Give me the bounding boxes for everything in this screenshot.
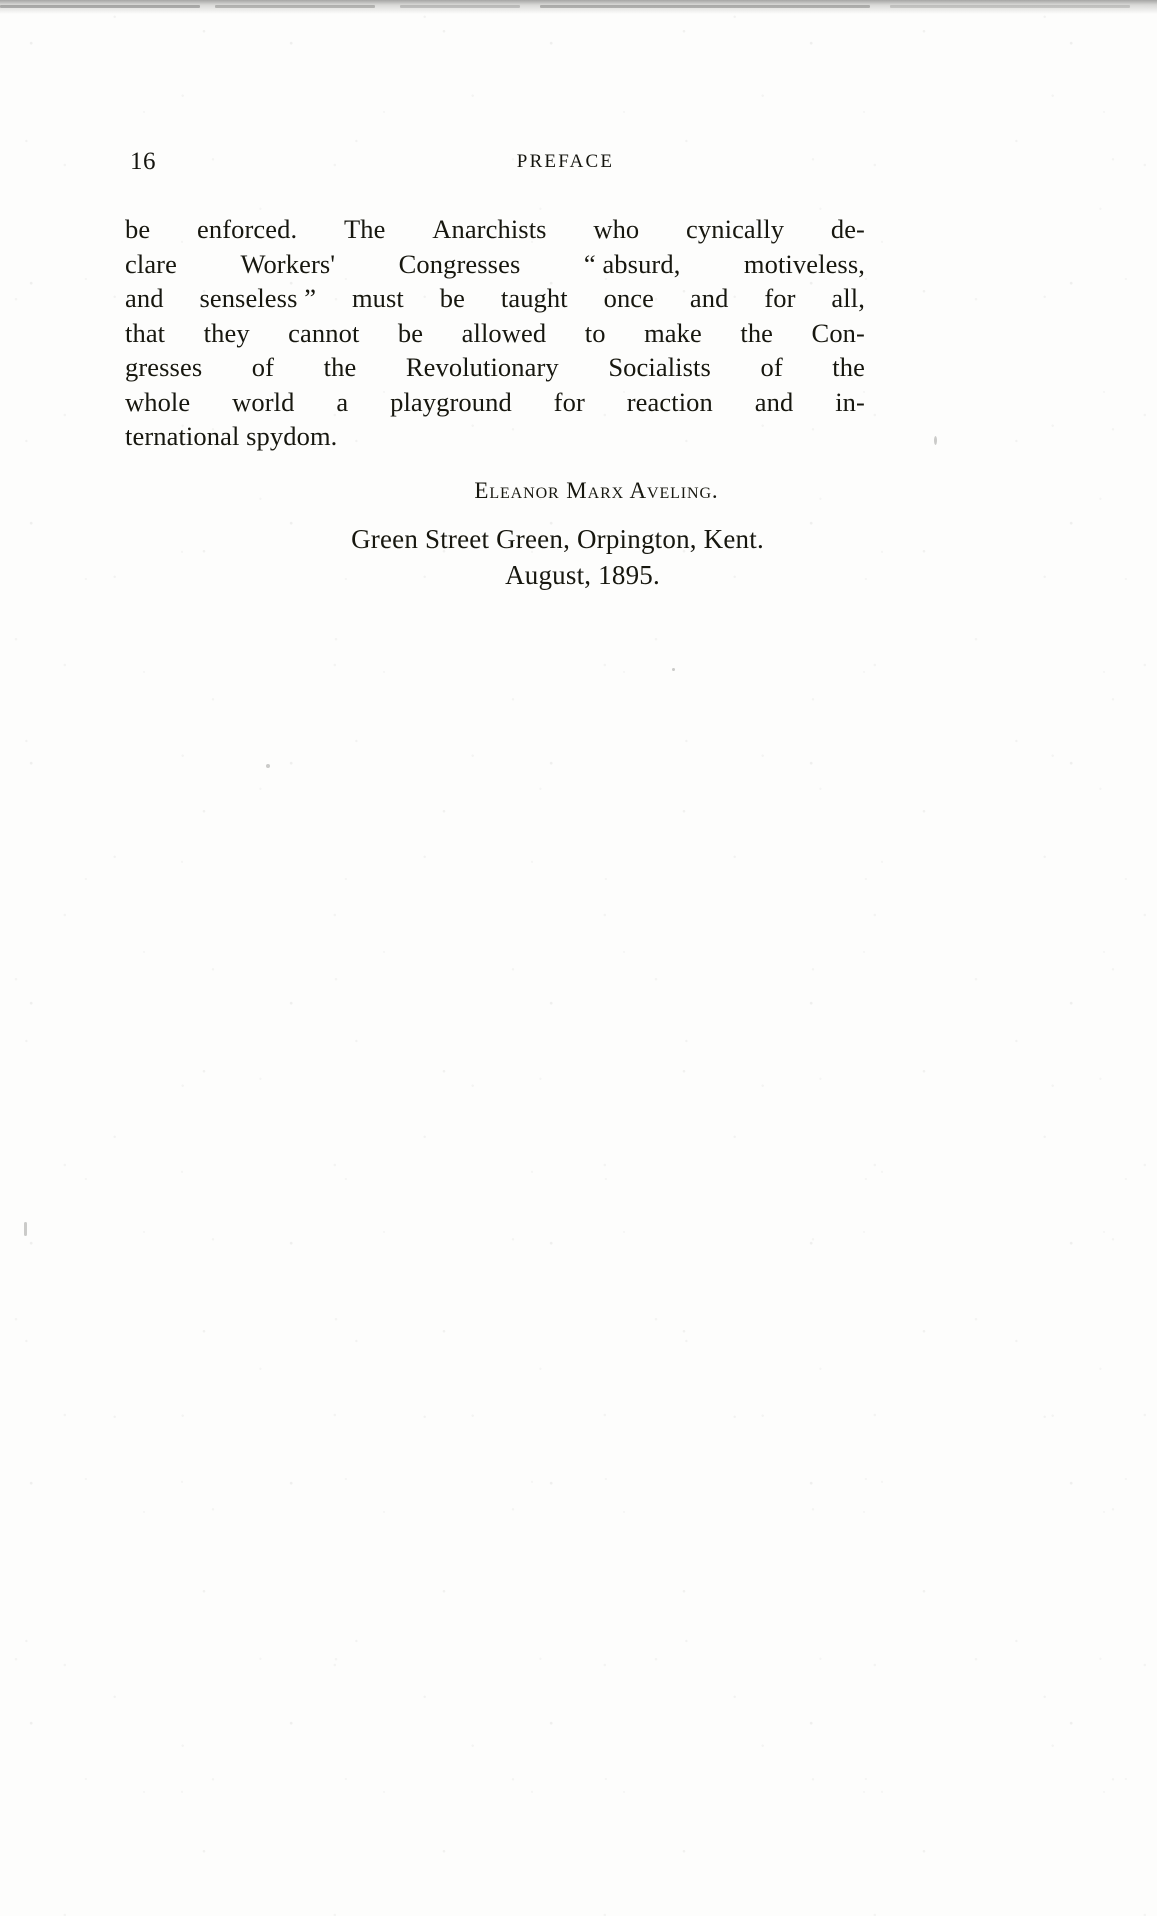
scan-speck xyxy=(266,764,270,768)
body-line: and senseless ” must be taught once and for all, xyxy=(125,283,865,313)
body-line: be enforced. The Anarchists who cynically de- xyxy=(125,214,865,244)
running-head-title: PREFACE xyxy=(516,151,615,172)
body-line: that they cannot be allowed to make the Con- xyxy=(125,317,865,348)
body-text xyxy=(125,212,865,454)
scan-speck xyxy=(934,436,937,445)
signature-line: Eleanor Marx Aveling. xyxy=(474,478,719,503)
running-head xyxy=(0,148,1157,176)
scan-speck xyxy=(24,1222,27,1236)
body-line: clare Workers' Congresses “ absurd, motiveless, xyxy=(125,248,865,279)
scan-edge-top xyxy=(0,0,1157,14)
body-line: gresses of the Revolutionary Socialists of the xyxy=(125,352,865,382)
body-line: whole world a playground for reaction and in- xyxy=(125,386,865,417)
date-line: August, 1895. xyxy=(505,560,660,590)
scan-speck xyxy=(672,668,675,671)
place-line: Green Street Green, Orpington, Kent. xyxy=(351,524,764,554)
body-line: ternational spydom. xyxy=(125,421,338,451)
page-number: 16 xyxy=(130,148,156,175)
